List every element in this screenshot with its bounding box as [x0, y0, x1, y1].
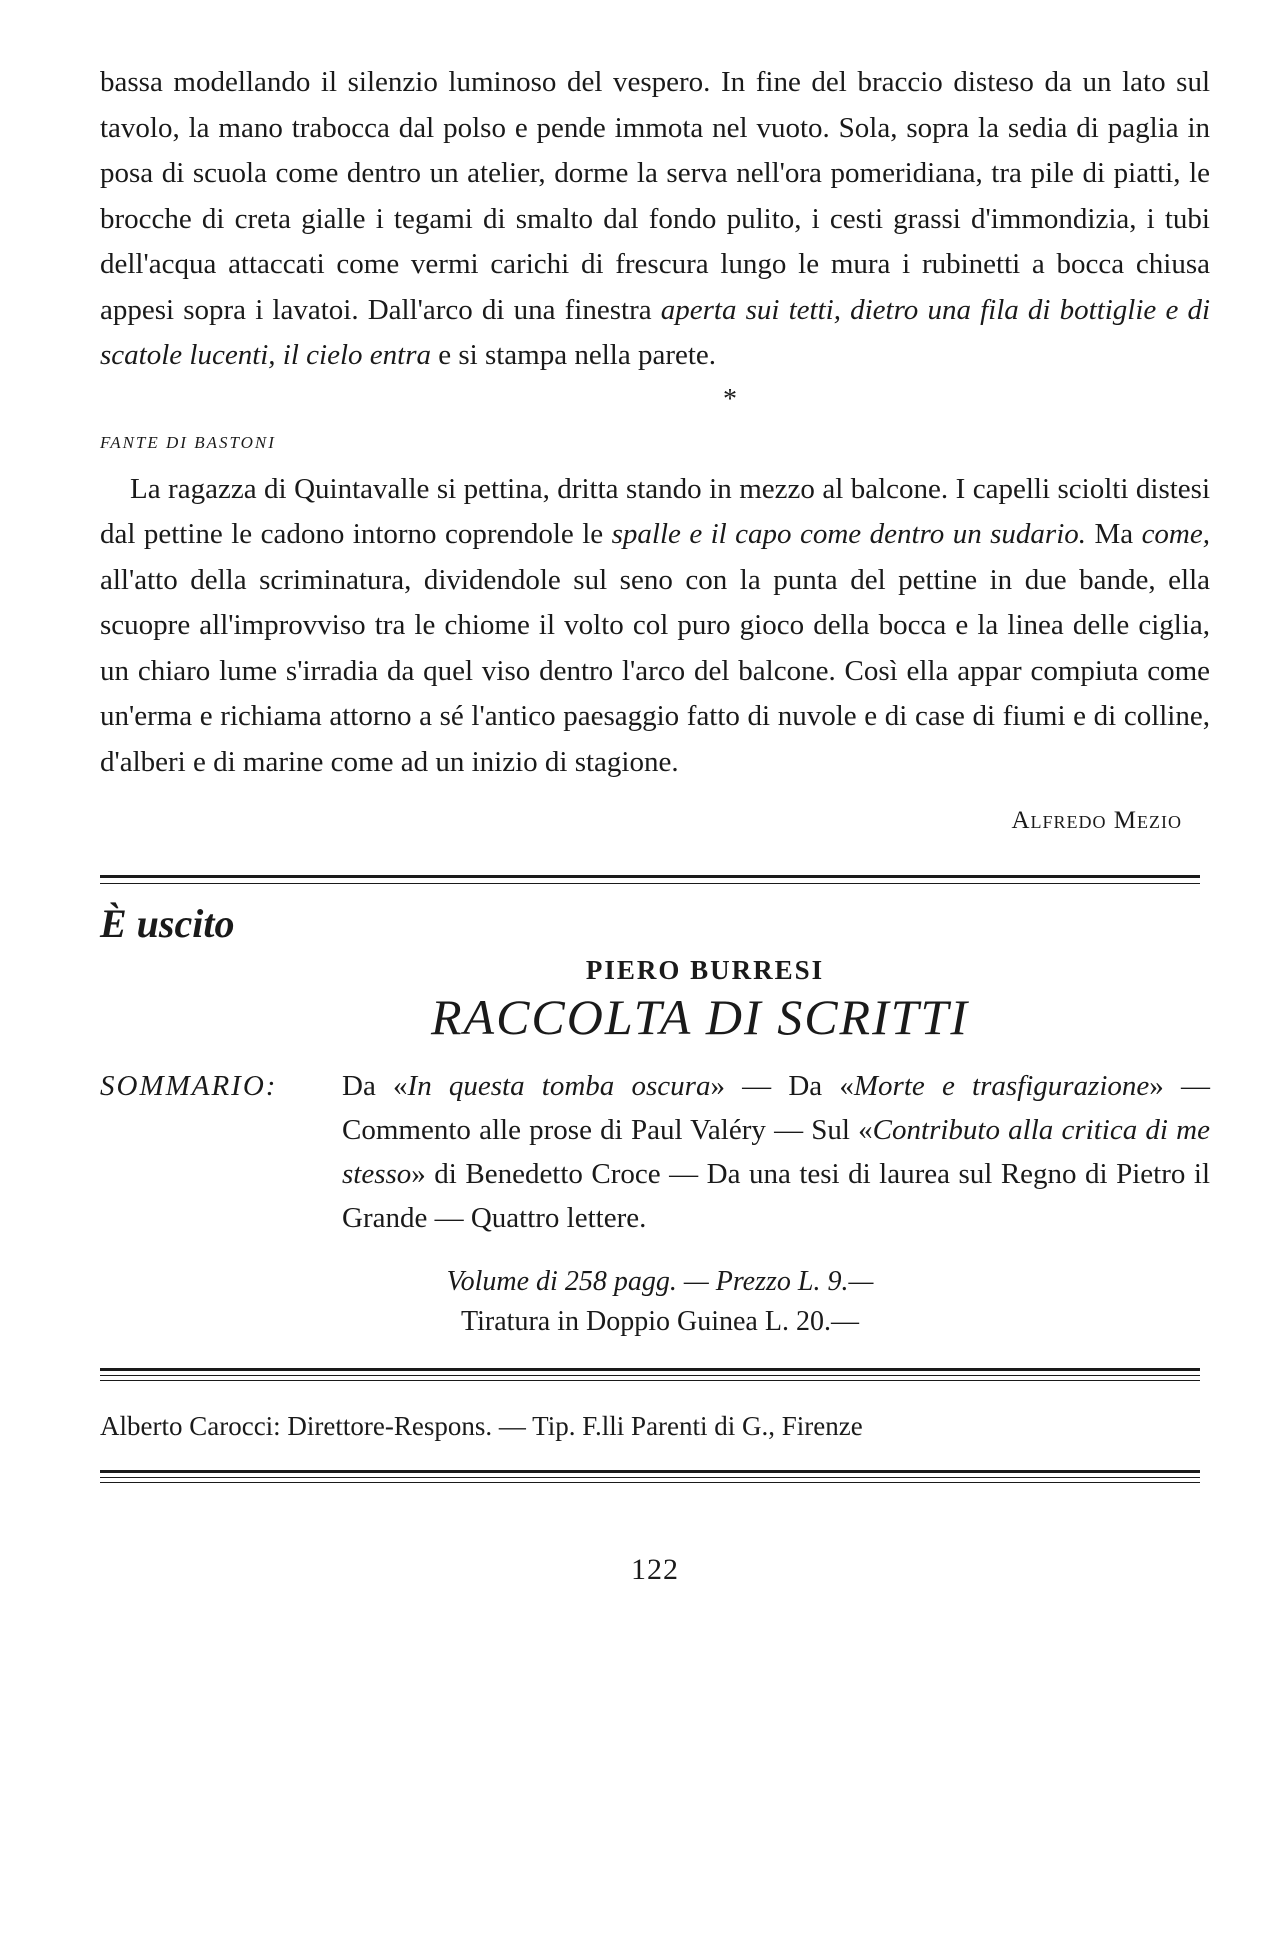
separator-star: *	[723, 383, 737, 415]
rule-thick	[100, 875, 1200, 878]
sommario-i1: In questa tomba oscura	[407, 1070, 711, 1102]
sommario-text	[342, 1064, 1210, 1240]
second-paragraph-text-3: all'atto della scriminatura, dividendole sul seno con la punta del pettine in due bande, ella scuopre all'improvviso tra le chiome il volto col puro gioco della bocca e la linea delle ciglia, un chiaro lume s'irradia da quel viso dentro l'arco del balcone. Così ella appar compiuta come un'erma e richiama attorno a sé l'antico paesaggio fatto di nuvole e di case di fiumi e di colline, d'alberi e di marine come ad un inizio di stagione.	[100, 563, 1210, 778]
sommario-i2: Morte e trasfigurazione	[853, 1070, 1150, 1102]
rule-thin	[100, 1380, 1200, 1381]
second-paragraph-text-1: La ragazza di Quintavalle si pettina, dritta stando in mezzo al balcone. I capelli sciolti distesi dal pettine le cadono intorno coprendole le	[100, 472, 1210, 550]
top-paragraph-text: bassa modellando il silenzio luminoso del vespero. In fine del braccio disteso da un lato sul tavolo, la mano trabocca dal polso e pende immota nel vuoto. Sola, sopra la sedia di paglia in posa di scuola come dentro un atelier, dorme la serva nell'ora pomeridiana, tra pile di piatti, le brocche di creta gialle i tegami di smalto dal fondo pulito, i cesti grassi d'immondizia, i tubi dell'acqua attaccati come vermi carichi di frescura lungo le mura i rubinetti a bocca chiusa appesi sopra i lavatoi. Dall'arco di una finestra	[100, 66, 1210, 326]
rule-thin	[100, 1482, 1200, 1483]
rule-thin	[100, 883, 1200, 884]
price-line-1: Volume di 258 pagg. — Prezzo L. 9.—	[446, 1266, 874, 1297]
sommario-label: SOMMARIO:	[100, 1070, 278, 1102]
second-paragraph-text-2: Ma	[1094, 518, 1134, 550]
sommario-t3: » — Commento alle prose di Paul Valéry — Sul «	[342, 1070, 1210, 1146]
bottom-rule	[100, 1470, 1210, 1483]
middle-rule	[100, 1368, 1210, 1381]
rule-thick	[100, 1368, 1200, 1371]
second-paragraph-italic-2: come,	[1141, 518, 1210, 550]
section-title: FANTE DI BASTONI	[100, 432, 276, 452]
book-author: PIERO BURRESI	[585, 955, 825, 985]
announcement-label: È uscito	[100, 901, 235, 946]
footer-credits: Alberto Carocci: Direttore-Respons. — Tip. F.lli Parenti di G., Firenze	[100, 1411, 863, 1441]
rule-thin	[100, 1375, 1200, 1376]
sommario	[100, 1064, 1210, 1240]
rule-thin	[100, 1477, 1200, 1478]
book-title: RACCOLTA DI SCRITTI	[431, 989, 969, 1045]
top-paragraph-italic: aperta sui tetti, dietro una fila di bottiglie e di scatole lucenti, il cielo entra	[100, 293, 1211, 371]
announcement	[100, 900, 1210, 1342]
signature: Alfredo Mezio	[1011, 807, 1182, 834]
rule-thick	[100, 1470, 1200, 1473]
top-paragraph-tail: e si stampa nella parete.	[438, 339, 717, 371]
sommario-t2: » — Da «	[710, 1070, 854, 1102]
sommario-t4: » di Benedetto Croce — Da una tesi di laurea sul Regno di Pietro il Grande — Quattro lettere.	[342, 1158, 1210, 1234]
top-paragraph	[100, 60, 1210, 379]
second-paragraph-italic-1: spalle e il capo come dentro un sudario.	[611, 518, 1087, 550]
top-rule	[100, 875, 1210, 884]
sommario-i3: Contributo alla critica di me stesso	[342, 1114, 1210, 1190]
price-block	[100, 1262, 1210, 1342]
second-paragraph	[100, 467, 1210, 786]
price-line-2: Tiratura in Doppio Guinea L. 20.—	[461, 1306, 859, 1337]
sommario-t1: Da «	[342, 1070, 408, 1102]
page	[100, 60, 1210, 1587]
page-number: 122	[631, 1553, 679, 1586]
